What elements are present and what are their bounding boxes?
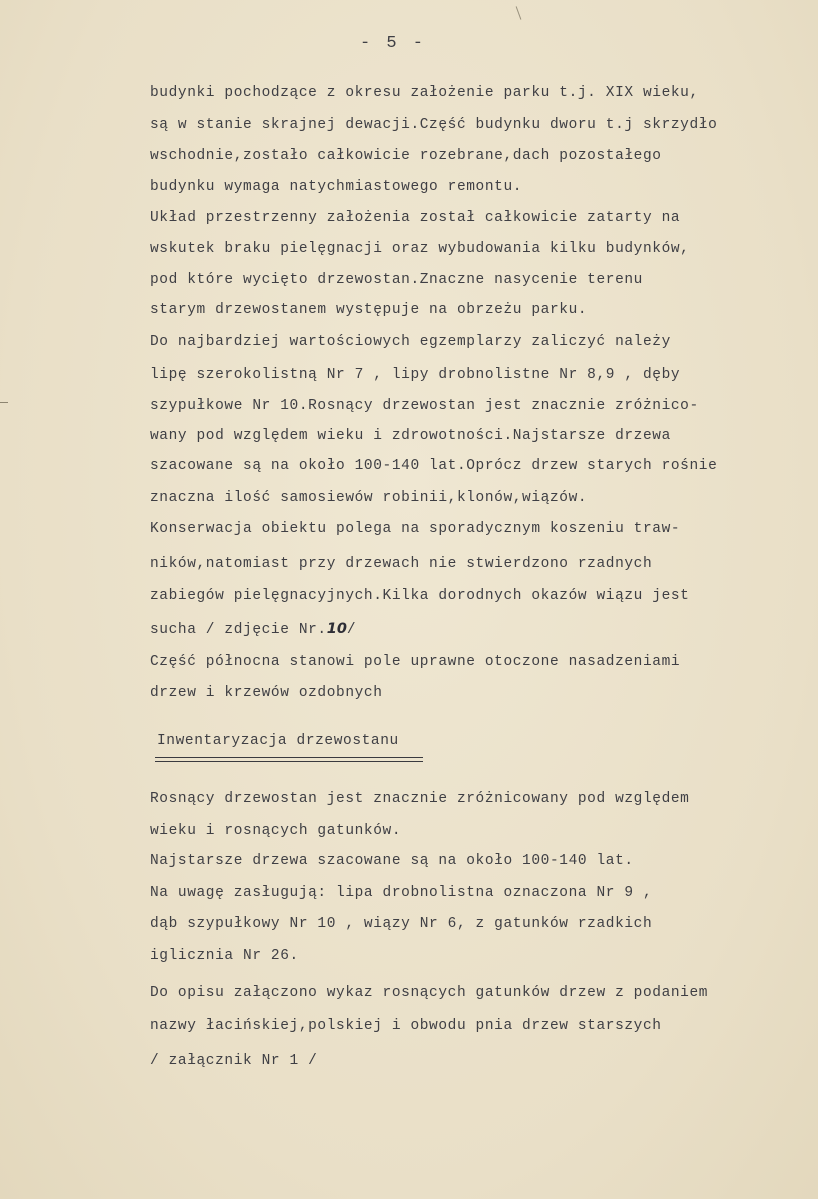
handwritten-photo-number: 10 — [326, 621, 347, 637]
text-line: Rosnący drzewostan jest znacznie zróżnicowany pod względem — [150, 791, 690, 807]
page-number: - 5 - — [360, 34, 427, 53]
text-line: szypułkowe Nr 10.Rosnący drzewostan jest znacznie zróżnico- — [150, 398, 699, 414]
text-line: Konserwacja obiektu polega na sporadycznym koszeniu traw- — [150, 521, 681, 537]
text-line: wschodnie,zostało całkowicie rozebrane,dach pozostałego — [150, 148, 662, 164]
text-line: są w stanie skrajnej dewacji.Część budynku dworu t.j skrzydło — [150, 117, 718, 133]
heading-underline-second — [155, 761, 423, 762]
text-line: wskutek braku pielęgnacji oraz wybudowania kilku budynków, — [150, 241, 690, 257]
section-heading: Inwentaryzacja drzewostanu — [157, 733, 399, 749]
heading-underline — [155, 757, 423, 758]
text-line: wany pod względem wieku i zdrowotności.Najstarsze drzewa — [150, 428, 671, 444]
paper-crease — [516, 6, 522, 19]
text-line: nazwy łacińskiej,polskiej i obwodu pnia drzew starszych — [150, 1018, 662, 1034]
text-line: Najstarsze drzewa szacowane są na około 100-140 lat. — [150, 853, 634, 869]
text-line: Do najbardziej wartościowych egzemplarzy zaliczyć należy — [150, 334, 671, 350]
paper-edge-mark — [0, 402, 8, 403]
text-line: starym drzewostanem występuje na obrzeżu parku. — [150, 302, 588, 318]
text-line: zabiegów pielęgnacyjnych.Kilka dorodnych okazów wiązu jest — [150, 588, 690, 604]
text-line: drzew i krzewów ozdobnych — [150, 685, 383, 701]
text-line: lipę szerokolistną Nr 7 , lipy drobnolistne Nr 8,9 , dęby — [150, 367, 681, 383]
text-line: Na uwagę zasługują: lipa drobnolistna oznaczona Nr 9 , — [150, 885, 653, 901]
text-line: budynki pochodzące z okresu założenie parku t.j. XIX wieku, — [150, 85, 699, 101]
text-line: znaczna ilość samosiewów robinii,klonów,wiązów. — [150, 490, 588, 506]
text-line: ników,natomiast przy drzewach nie stwierdzono rzadnych — [150, 556, 653, 572]
text-line: budynku wymaga natychmiastowego remontu. — [150, 179, 523, 195]
photo-reference-text: sucha / zdjęcie Nr. — [150, 622, 327, 638]
text-line: dąb szypułkowy Nr 10 , wiązy Nr 6, z gatunków rzadkich — [150, 916, 653, 932]
photo-reference-suffix: / — [346, 622, 357, 638]
text-line: wieku i rosnących gatunków. — [150, 823, 402, 839]
photo-reference-line — [150, 620, 356, 639]
text-line: Część północna stanowi pole uprawne otoczone nasadzeniami — [150, 654, 681, 670]
text-line: pod które wycięto drzewostan.Znaczne nasycenie terenu — [150, 272, 643, 288]
text-line: Do opisu załączono wykaz rosnących gatunków drzew z podaniem — [150, 985, 709, 1001]
text-line: / załącznik Nr 1 / — [150, 1053, 318, 1069]
text-line: Układ przestrzenny założenia został całkowicie zatarty na — [150, 210, 681, 226]
text-line: szacowane są na około 100-140 lat.Oprócz drzew starych rośnie — [150, 458, 718, 474]
text-line: iglicznia Nr 26. — [150, 948, 299, 964]
